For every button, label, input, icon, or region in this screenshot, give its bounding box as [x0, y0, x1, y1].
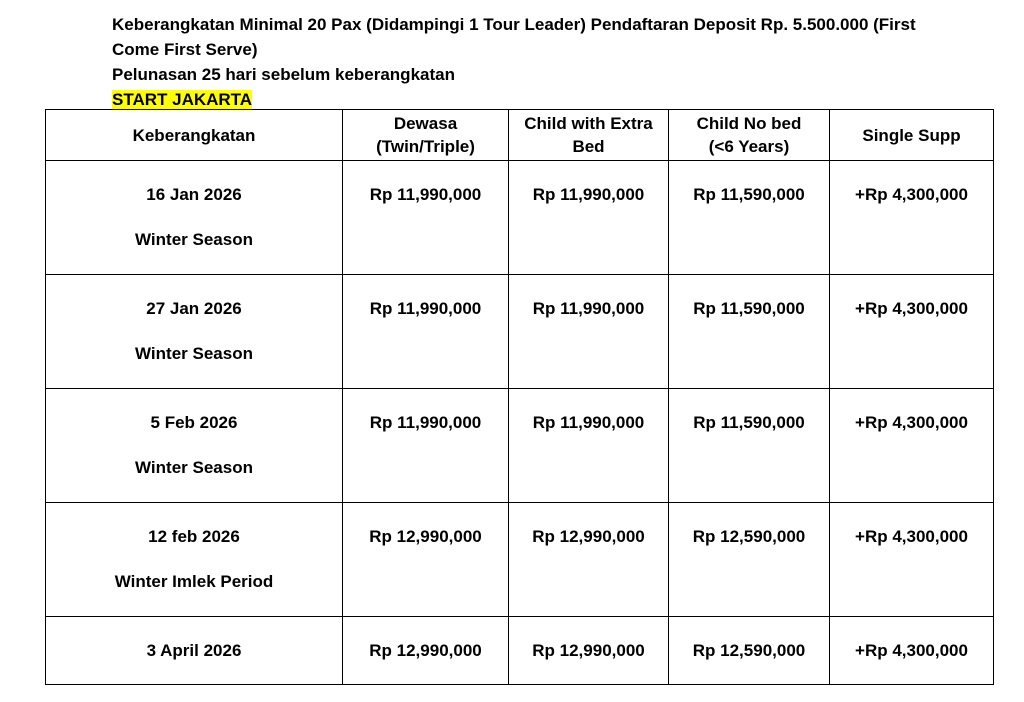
child-extra-bed-price: Rp 11,990,000: [532, 185, 645, 204]
single-supp-price-cell: [830, 161, 994, 275]
table-row: [46, 389, 994, 503]
child-extra-bed-price-cell: [509, 503, 669, 617]
child-extra-bed-price: Rp 11,990,000: [532, 299, 645, 318]
single-supp-price: +Rp 4,300,000: [855, 527, 968, 546]
table-row: [46, 275, 994, 389]
departure-cell: [46, 389, 343, 503]
adult-price-cell: [343, 275, 509, 389]
child-no-bed-price-cell: [669, 275, 830, 389]
child-extra-bed-price: Rp 12,990,000: [532, 640, 645, 660]
adult-price-cell: [343, 503, 509, 617]
single-supp-price: +Rp 4,300,000: [855, 640, 968, 660]
child-no-bed-price-cell: [669, 389, 830, 503]
season-label: Winter Season: [135, 230, 253, 249]
header-child-extra-bed: Child with Extra Bed: [509, 110, 669, 161]
departure-cell: [46, 275, 343, 389]
season-label: Winter Season: [135, 458, 253, 477]
single-supp-price: +Rp 4,300,000: [855, 299, 968, 318]
header-departure: Keberangkatan: [46, 110, 343, 161]
child-extra-bed-price-cell: [509, 275, 669, 389]
child-no-bed-price: Rp 12,590,000: [692, 527, 806, 546]
min-pax-deposit-text: Keberangkatan Minimal 20 Pax (Didampingi 1 Tour Leader) Pendaftaran Deposit Rp. 5.500.000 (First Come First Serve): [112, 15, 916, 59]
child-no-bed-price: Rp 11,590,000: [693, 413, 805, 432]
payment-deadline-text: Pelunasan 25 hari sebelum keberangkatan: [112, 65, 455, 84]
adult-price: Rp 11,990,000: [369, 413, 482, 432]
child-extra-bed-price: Rp 11,990,000: [532, 413, 645, 432]
child-no-bed-price-cell: [669, 161, 830, 275]
single-supp-price: +Rp 4,300,000: [855, 413, 968, 432]
adult-price-cell: [343, 389, 509, 503]
departure-date: 27 Jan 2026: [146, 299, 242, 318]
single-supp-price: +Rp 4,300,000: [855, 185, 968, 204]
child-extra-bed-price-cell: [509, 617, 669, 685]
single-supp-price-cell: [830, 389, 994, 503]
departure-cell: [46, 503, 343, 617]
departure-date: 16 Jan 2026: [146, 185, 242, 204]
child-no-bed-price: Rp 11,590,000: [693, 185, 805, 204]
adult-price: Rp 12,990,000: [369, 527, 482, 546]
single-supp-price-cell: [830, 275, 994, 389]
price-table: [45, 109, 994, 685]
departure-cell: [46, 617, 343, 685]
table-row: [46, 617, 994, 685]
departure-cell: [46, 161, 343, 275]
departure-date: 3 April 2026: [146, 640, 242, 660]
intro-block: [112, 12, 952, 112]
child-no-bed-price-cell: [669, 617, 830, 685]
child-extra-bed-price: Rp 12,990,000: [532, 527, 645, 546]
child-extra-bed-price-cell: [509, 389, 669, 503]
adult-price: Rp 11,990,000: [369, 185, 482, 204]
single-supp-price-cell: [830, 617, 994, 685]
table-row: [46, 503, 994, 617]
child-no-bed-price: Rp 12,590,000: [692, 640, 806, 660]
child-no-bed-price-cell: [669, 503, 830, 617]
child-extra-bed-price-cell: [509, 161, 669, 275]
start-city-label: START JAKARTA: [112, 90, 253, 109]
child-no-bed-price: Rp 11,590,000: [693, 299, 805, 318]
header-adult: Dewasa (Twin/Triple): [343, 110, 509, 161]
adult-price-cell: [343, 161, 509, 275]
season-label: Winter Imlek Period: [114, 572, 274, 591]
adult-price: Rp 11,990,000: [369, 299, 482, 318]
header-child-no-bed: Child No bed (<6 Years): [669, 110, 830, 161]
header-single-supp: Single Supp: [830, 110, 994, 161]
table-row: [46, 161, 994, 275]
single-supp-price-cell: [830, 503, 994, 617]
season-label: Winter Season: [135, 344, 253, 363]
departure-date: 12 feb 2026: [148, 527, 240, 546]
adult-price: Rp 12,990,000: [369, 640, 482, 660]
adult-price-cell: [343, 617, 509, 685]
table-header-row: [46, 110, 994, 161]
departure-date: 5 Feb 2026: [150, 413, 238, 432]
